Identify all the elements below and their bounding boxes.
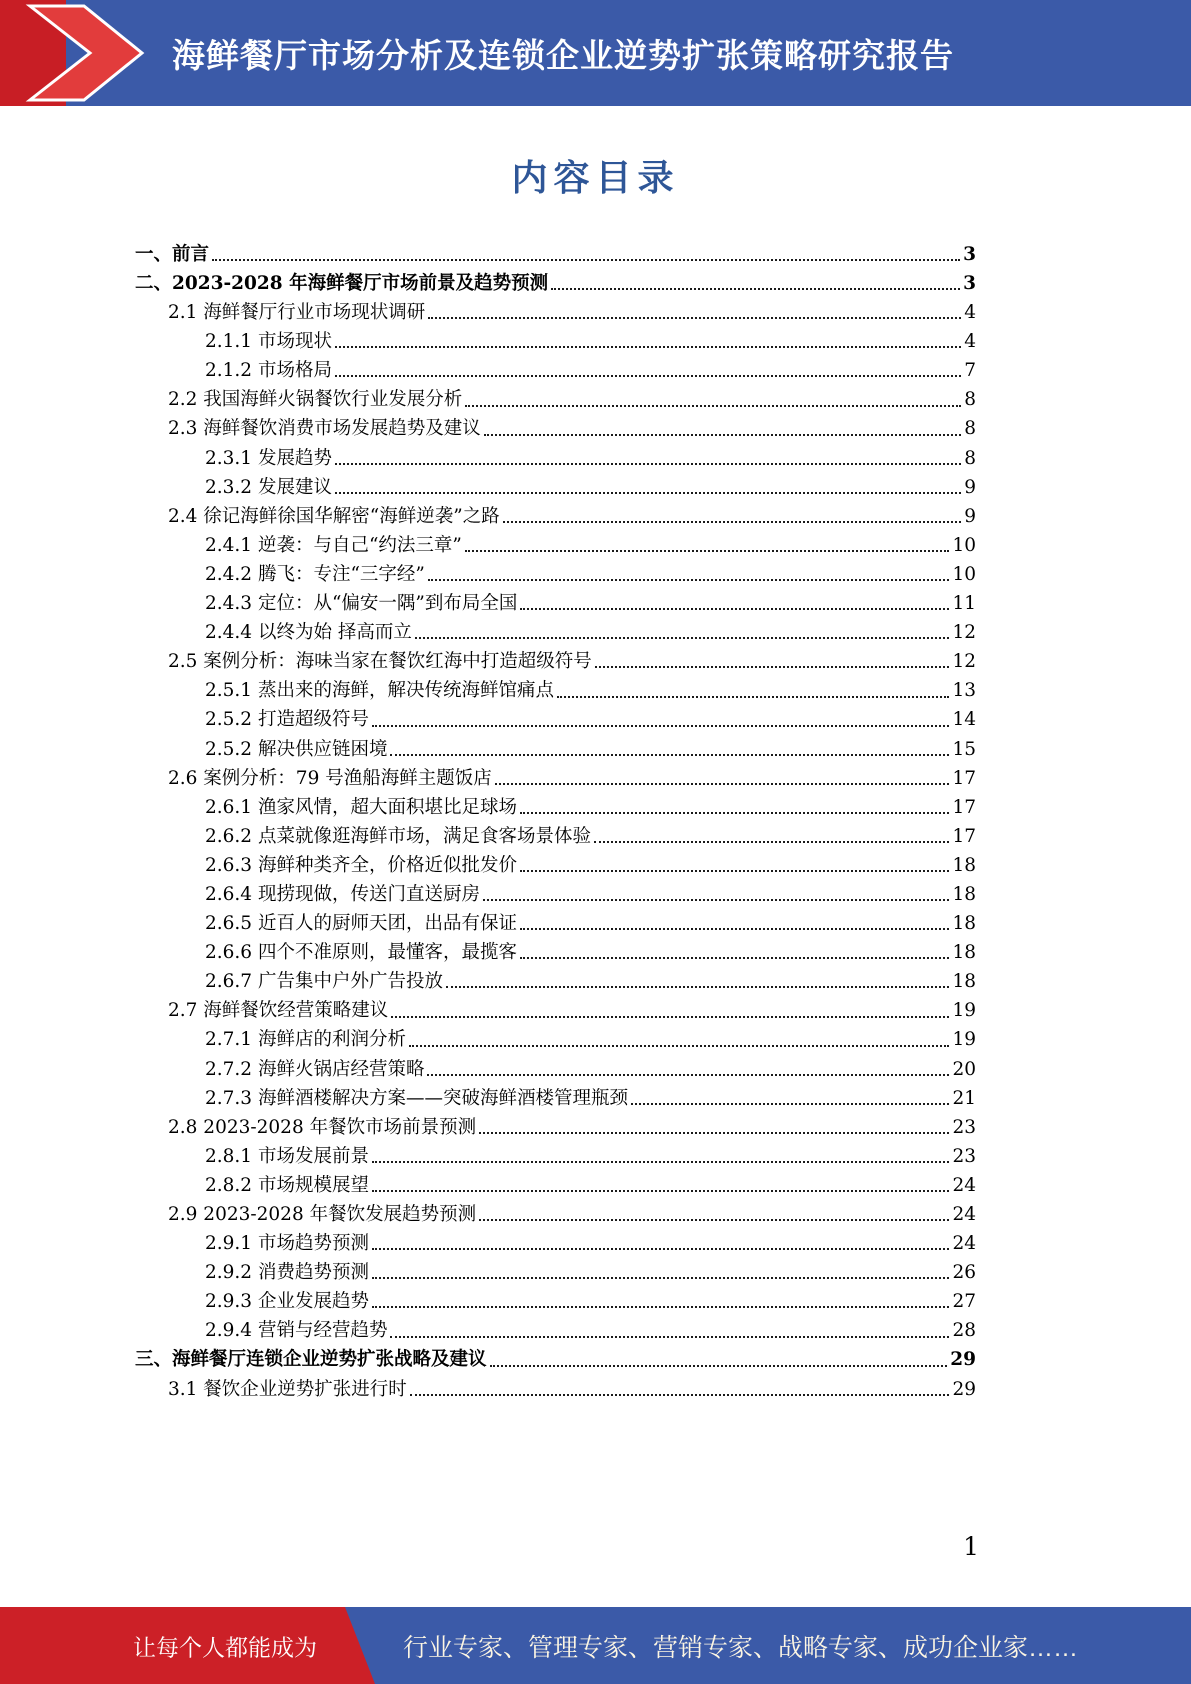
toc-entry-label: 2.6.6 四个不准原则，最懂客，最揽客 — [205, 942, 517, 964]
toc-entry-label: 2.9.1 市场趋势预测 — [205, 1233, 369, 1255]
toc-entry-page: 27 — [952, 1291, 976, 1313]
toc-entry[interactable] — [135, 1052, 976, 1081]
toc-dot-leader — [212, 259, 960, 261]
toc-entry-label: 2.3 海鲜餐饮消费市场发展趋势及建议 — [168, 418, 481, 440]
toc-entry-page: 3 — [963, 243, 976, 265]
toc-entry-label: 2.2 我国海鲜火锅餐饮行业发展分析 — [168, 389, 463, 411]
toc-dot-leader — [557, 696, 949, 698]
toc-entry-label: 2.4.2 腾飞：专注“三字经” — [205, 563, 425, 585]
toc-dot-leader — [372, 1190, 949, 1192]
toc-entry[interactable] — [135, 353, 976, 382]
toc-dot-leader — [595, 666, 950, 668]
toc-dot-leader — [428, 579, 950, 581]
toc-dot-leader — [335, 346, 961, 348]
header-banner — [0, 0, 1191, 106]
toc-entry[interactable] — [135, 1139, 976, 1168]
toc-entry[interactable] — [135, 993, 976, 1022]
toc-entry-label: 二、2023-2028 年海鲜餐厅市场前景及趋势预测 — [135, 273, 549, 294]
toc-dot-leader — [490, 1365, 948, 1367]
toc-dot-leader — [520, 812, 949, 814]
toc-dot-leader — [335, 463, 961, 465]
toc-entry-label: 2.7 海鲜餐饮经营策略建议 — [168, 1000, 389, 1022]
toc-entry-page: 24 — [952, 1204, 976, 1225]
toc-entry-page: 23 — [952, 1145, 976, 1167]
toc-entry[interactable] — [135, 615, 976, 644]
toc-entry-page: 18 — [952, 913, 976, 935]
toc-entry-page: 24 — [952, 1233, 976, 1255]
toc-dot-leader — [391, 1016, 949, 1018]
toc-entry-page: 8 — [964, 418, 976, 440]
toc-entry[interactable] — [135, 266, 976, 295]
toc-entry-label: 2.1.1 市场现状 — [205, 331, 332, 353]
toc-entry[interactable] — [135, 1197, 976, 1226]
toc-entry-page: 18 — [952, 971, 976, 993]
toc-entry-label: 三、海鲜餐厅连锁企业逆势扩张战略及建议 — [135, 1349, 487, 1371]
toc-dot-leader — [465, 550, 950, 552]
toc-dot-leader — [520, 870, 949, 872]
toc-entry-page: 14 — [952, 709, 976, 731]
toc-entry-page: 11 — [952, 593, 976, 615]
toc-dot-leader — [372, 1161, 949, 1163]
toc-entry-label: 2.6.1 渔家风情，超大面积堪比足球场 — [205, 796, 517, 818]
toc-entry-page: 4 — [964, 331, 976, 353]
toc-dot-leader — [427, 1074, 949, 1076]
toc-entry-label: 3.1 餐饮企业逆势扩张进行时 — [168, 1378, 407, 1400]
toc-dot-leader — [410, 1394, 950, 1396]
toc-dot-leader — [479, 1132, 949, 1134]
toc-entry[interactable] — [135, 1284, 976, 1313]
toc-entry[interactable] — [135, 470, 976, 499]
toc-entry[interactable] — [135, 324, 976, 353]
footer-banner — [0, 1607, 1191, 1684]
toc-dot-leader — [372, 1277, 949, 1279]
toc-entry-page: 17 — [952, 767, 976, 789]
toc-entry-page: 17 — [952, 796, 976, 818]
toc-entry-page: 4 — [964, 302, 976, 324]
toc-entry-label: 2.9.2 消费趋势预测 — [205, 1262, 369, 1284]
toc-entry-page: 8 — [964, 447, 976, 469]
toc-entry[interactable] — [135, 441, 976, 470]
toc-entry-page: 17 — [952, 825, 976, 847]
toc-entry[interactable] — [135, 964, 976, 993]
toc-entry[interactable] — [135, 295, 976, 324]
toc-dot-leader — [372, 1248, 949, 1250]
toc-entry-page: 18 — [952, 883, 976, 905]
toc-entry[interactable] — [135, 528, 976, 557]
toc-entry-label: 2.4.3 定位：从“偏安一隅”到布局全国 — [205, 593, 518, 615]
toc-dot-leader — [390, 754, 949, 756]
toc-entry-page: 10 — [952, 563, 976, 585]
toc-entry-page: 19 — [952, 1029, 976, 1051]
toc-dot-leader — [372, 725, 949, 727]
toc-entry[interactable] — [135, 1168, 976, 1197]
toc-entry-page: 8 — [964, 389, 976, 411]
toc-entry-page: 26 — [952, 1262, 976, 1284]
toc-dot-leader — [631, 1103, 949, 1105]
toc-entry[interactable] — [135, 237, 976, 266]
toc-entry-label: 2.3.1 发展趋势 — [205, 447, 332, 469]
toc-entry-page: 3 — [963, 273, 976, 294]
toc-dot-leader — [551, 288, 960, 290]
page-number: 1 — [963, 1532, 979, 1561]
toc-entry-label: 2.6.2 点菜就像逛海鲜市场，满足食客场景体验 — [205, 825, 591, 847]
toc-entry[interactable] — [135, 382, 976, 411]
toc-entry-label: 2.9.4 营销与经营趋势 — [205, 1320, 388, 1342]
toc-dot-leader — [520, 957, 949, 959]
toc-entry-label: 2.4.1 逆袭：与自己“约法三章” — [205, 534, 462, 556]
toc-entry[interactable] — [135, 819, 976, 848]
toc-entry-label: 2.6.7 广告集中户外广告投放 — [205, 971, 443, 993]
toc-entry-label: 2.8.2 市场规模展望 — [205, 1174, 369, 1196]
toc-dot-leader — [594, 841, 949, 843]
toc-entry[interactable] — [135, 1255, 976, 1284]
toc-entry[interactable] — [135, 1226, 976, 1255]
toc-entry-page: 9 — [964, 505, 976, 527]
toc-entry[interactable] — [135, 1023, 976, 1052]
footer-slogan-right: 行业专家、管理专家、营销专家、战略专家、成功企业家…… — [403, 1633, 1079, 1662]
report-title: 海鲜餐厅市场分析及连锁企业逆势扩张策略研究报告 — [172, 36, 954, 74]
toc-entry-page: 13 — [952, 680, 976, 702]
toc-entry[interactable] — [135, 1313, 976, 1342]
toc-entry-label: 2.6.5 近百人的厨师天团，出品有保证 — [205, 913, 517, 935]
toc-entry[interactable] — [135, 877, 976, 906]
toc-entry-label: 一、前言 — [135, 243, 210, 265]
toc-entry-page: 24 — [952, 1174, 976, 1196]
toc-entry[interactable] — [135, 1343, 976, 1372]
toc-entry-page: 29 — [952, 1378, 976, 1400]
toc-entry-label: 2.9.3 企业发展趋势 — [205, 1291, 369, 1313]
toc-entry-label: 2.5.1 蒸出来的海鲜，解决传统海鲜馆痛点 — [205, 680, 554, 702]
toc-dot-leader — [520, 928, 949, 930]
toc-entry-label: 2.5 案例分析：海味当家在餐饮红海中打造超级符号 — [168, 651, 592, 673]
toc-dot-leader — [483, 899, 949, 901]
red-chevron-icon — [0, 0, 160, 106]
toc-entry-label: 2.6 案例分析：79 号渔船海鲜主题饭店 — [168, 767, 492, 789]
toc-entry[interactable] — [135, 935, 976, 964]
toc-dot-leader — [409, 1045, 949, 1047]
toc-entry[interactable] — [135, 586, 976, 615]
toc-entry[interactable] — [135, 790, 976, 819]
toc-entry-label: 2.4 徐记海鲜徐国华解密“海鲜逆袭”之路 — [168, 505, 500, 527]
toc-dot-leader — [335, 492, 961, 494]
toc-entry[interactable] — [135, 761, 976, 790]
toc-entry-label: 2.4.4 以终为始 择高而立 — [205, 622, 412, 644]
toc-entry[interactable] — [135, 703, 976, 732]
toc-dot-leader — [415, 637, 950, 639]
footer-slogan-left: 让每个人都能成为 — [133, 1634, 317, 1660]
toc-entry-label: 2.7.3 海鲜酒楼解决方案——突破海鲜酒楼管理瓶颈 — [205, 1087, 628, 1109]
toc-dot-leader — [335, 375, 961, 377]
toc-dot-leader — [446, 986, 949, 988]
toc-entry-label: 2.7.2 海鲜火锅店经营策略 — [205, 1058, 425, 1080]
toc-entry-label: 2.8.1 市场发展前景 — [205, 1145, 369, 1167]
toc-entry-page: 21 — [952, 1087, 976, 1109]
toc-entry[interactable] — [135, 412, 976, 441]
toc-dot-leader — [465, 405, 961, 407]
toc-entry[interactable] — [135, 673, 976, 702]
toc-entry-label: 2.1.2 市场格局 — [205, 360, 332, 382]
toc-entry-page: 29 — [950, 1349, 976, 1371]
toc-entry[interactable] — [135, 732, 976, 761]
toc-entry[interactable] — [135, 1372, 976, 1401]
toc-dot-leader — [503, 521, 962, 523]
toc-entry[interactable] — [135, 1110, 976, 1139]
toc-dot-leader — [372, 1306, 949, 1308]
toc-entry[interactable] — [135, 1081, 976, 1110]
toc-entry-label: 2.9 2023-2028 年餐饮发展趋势预测 — [168, 1204, 477, 1225]
toc-entry-label: 2.6.3 海鲜种类齐全，价格近似批发价 — [205, 854, 517, 876]
toc-entry-page: 28 — [952, 1320, 976, 1342]
toc-list — [135, 237, 976, 1401]
toc-heading: 内容目录 — [511, 157, 680, 199]
toc-entry-page: 12 — [952, 651, 976, 673]
toc-entry-label: 2.8 2023-2028 年餐饮市场前景预测 — [168, 1116, 477, 1138]
toc-dot-leader — [495, 783, 950, 785]
toc-dot-leader — [520, 608, 949, 610]
toc-entry[interactable] — [135, 557, 976, 586]
toc-dot-leader — [390, 1336, 949, 1338]
toc-entry-page: 18 — [952, 942, 976, 964]
toc-dot-leader — [428, 317, 961, 319]
toc-entry[interactable] — [135, 499, 976, 528]
toc-entry-page: 23 — [952, 1116, 976, 1138]
toc-entry-page: 12 — [952, 622, 976, 644]
toc-entry-page: 18 — [952, 854, 976, 876]
toc-entry-page: 19 — [952, 1000, 976, 1022]
toc-entry-label: 2.5.2 打造超级符号 — [205, 709, 369, 731]
toc-entry-page: 15 — [952, 738, 976, 760]
toc-entry-label: 2.7.1 海鲜店的利润分析 — [205, 1029, 406, 1051]
toc-entry-label: 2.3.2 发展建议 — [205, 476, 332, 498]
toc-entry-page: 9 — [964, 476, 976, 498]
toc-entry-page: 7 — [964, 360, 976, 382]
toc-entry-page: 10 — [952, 534, 976, 556]
toc-entry[interactable] — [135, 906, 976, 935]
toc-dot-leader — [479, 1219, 949, 1221]
toc-entry[interactable] — [135, 644, 976, 673]
toc-entry-label: 2.5.2 解决供应链困境 — [205, 738, 388, 760]
toc-entry-label: 2.6.4 现捞现做，传送门直送厨房 — [205, 883, 480, 905]
toc-entry[interactable] — [135, 848, 976, 877]
toc-entry-page: 20 — [952, 1058, 976, 1080]
toc-entry-label: 2.1 海鲜餐厅行业市场现状调研 — [168, 302, 426, 324]
toc-dot-leader — [484, 434, 961, 436]
